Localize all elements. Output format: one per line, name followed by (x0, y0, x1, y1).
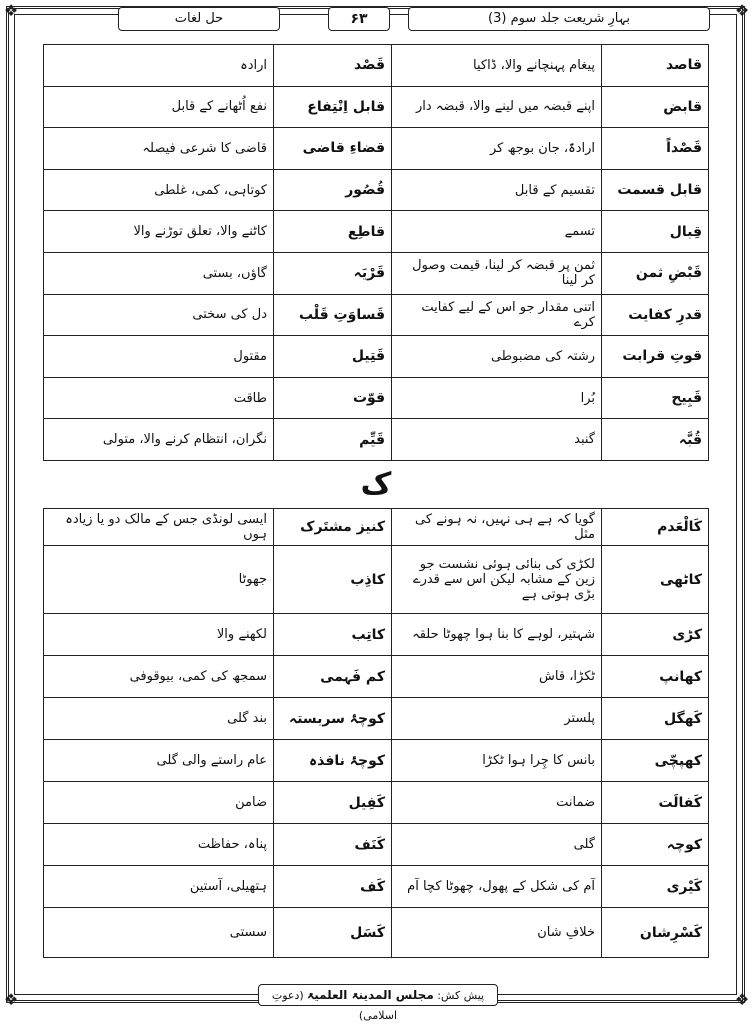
meaning-cell: گویا کہ ہے ہی نہیں، نہ ہونے کی مثل (392, 509, 602, 546)
term-cell: کاتِب (274, 614, 392, 656)
footer-organization: مجلس المدینۃ العلمیۃ (307, 988, 434, 1002)
meaning-cell: نفع اُٹھانے کے قابل (44, 86, 274, 128)
table-row (44, 169, 709, 211)
meaning-cell: پناہ، حفاظت (44, 824, 274, 866)
meaning-cell: اپنے قبضہ میں لینے والا، قبضہ دار (392, 86, 602, 128)
page-footer (258, 984, 498, 1022)
meaning-cell: پلستر (392, 698, 602, 740)
term-cell: کاٹھی (602, 546, 709, 614)
meaning-cell: ضمانت (392, 782, 602, 824)
meaning-cell: ٹکڑا، قاش (392, 656, 602, 698)
corner-ornament-icon: ❖ (3, 1, 19, 20)
term-cell: قُبَّہ (602, 419, 709, 461)
meaning-cell: تقسیم کے قابل (392, 169, 602, 211)
table-row (44, 824, 709, 866)
term-cell: کھپچّی (602, 740, 709, 782)
term-cell: کھانپ (602, 656, 709, 698)
term-cell: کوچۂ نافذہ (274, 740, 392, 782)
term-cell: قابل قسمت (602, 169, 709, 211)
term-cell: کَفالَت (602, 782, 709, 824)
table-row (44, 546, 709, 614)
meaning-cell: ضامن (44, 782, 274, 824)
table-row (44, 419, 709, 461)
term-cell: کَسْرِشان (602, 908, 709, 958)
term-cell: قاطِع (274, 211, 392, 253)
term-cell: قدرِ کفایت (602, 294, 709, 336)
meaning-cell: مقتول (44, 336, 274, 378)
meaning-cell: سستی (44, 908, 274, 958)
table-row (44, 698, 709, 740)
term-cell: قوّت (274, 377, 392, 419)
meaning-cell: بانس کا چِرا ہوا ٹکڑا (392, 740, 602, 782)
term-cell: قَبْضِ ثمن (602, 252, 709, 294)
meaning-cell: طاقت (44, 377, 274, 419)
table-row (44, 252, 709, 294)
meaning-cell: ارادۃً، جان بوجھ کر (392, 128, 602, 170)
table-row (44, 377, 709, 419)
term-cell: کوچۂ سربستہ (274, 698, 392, 740)
section-title: حل لغات (118, 7, 280, 31)
meaning-cell: آم کی شکل کے پھول، چھوٹا کچا آم (392, 866, 602, 908)
term-cell: قَصْد (274, 45, 392, 87)
meaning-cell: دل کی سختی (44, 294, 274, 336)
term-cell: کَسَل (274, 908, 392, 958)
term-cell: کَفِیل (274, 782, 392, 824)
term-cell: قضاءِ قاضی (274, 128, 392, 170)
meaning-cell: عام راستے والی گلی (44, 740, 274, 782)
term-cell: قَرْیَہ (274, 252, 392, 294)
term-cell: کوچہ (602, 824, 709, 866)
meaning-cell: بُرا (392, 377, 602, 419)
term-cell: قَتِیل (274, 336, 392, 378)
meaning-cell: پیغام پہنچانے والا، ڈاکیا (392, 45, 602, 87)
term-cell: قاصد (602, 45, 709, 87)
term-cell: قَساوَتِ قَلْب (274, 294, 392, 336)
term-cell: کَھگل (602, 698, 709, 740)
table-row (44, 128, 709, 170)
term-cell: قَبِیح (602, 377, 709, 419)
meaning-cell: سمجھ کی کمی، بیوقوفی (44, 656, 274, 698)
corner-ornament-icon: ❖ (734, 1, 750, 20)
term-cell: کنیز مشتَرک (274, 509, 392, 546)
table-row (44, 211, 709, 253)
table-row (44, 782, 709, 824)
table-row (44, 656, 709, 698)
term-cell: قوتِ قرابت (602, 336, 709, 378)
meaning-cell: کاٹنے والا، تعلق توڑنے والا (44, 211, 274, 253)
table-row (44, 86, 709, 128)
book-title: بہارِ شریعت جلد سوم (3) (408, 7, 710, 31)
table-row (44, 294, 709, 336)
term-cell: کَالْعَدم (602, 509, 709, 546)
meaning-cell: ثمن پر قبضہ کر لینا، قیمت وصول کر لینا (392, 252, 602, 294)
glossary-table-qaf (43, 44, 709, 461)
glossary-table-kaf (43, 508, 709, 958)
footer-suborg: (دعوتِ اسلامی) (271, 989, 398, 1022)
meaning-cell: نگران، انتظام کرنے والا، متولی (44, 419, 274, 461)
meaning-cell: جھوٹا (44, 546, 274, 614)
term-cell: قابل اِنْتِفاع (274, 86, 392, 128)
term-cell: کم فَہمی (274, 656, 392, 698)
meaning-cell: ہتھیلی، آستین (44, 866, 274, 908)
table-row (44, 336, 709, 378)
meaning-cell: خلافِ شان (392, 908, 602, 958)
meaning-cell: تسمے (392, 211, 602, 253)
term-cell: قُصُور (274, 169, 392, 211)
term-cell: کڑی (602, 614, 709, 656)
table-row (44, 509, 709, 546)
footer-presenter: پیش کش: (437, 989, 485, 1002)
meaning-cell: گنبد (392, 419, 602, 461)
table-row (44, 908, 709, 958)
page-header (100, 4, 710, 32)
term-cell: کاذِب (274, 546, 392, 614)
meaning-cell: قاضی کا شرعی فیصلہ (44, 128, 274, 170)
meaning-cell: بند گلی (44, 698, 274, 740)
table-row (44, 45, 709, 87)
meaning-cell: ارادہ (44, 45, 274, 87)
page-number: ۶۳ (328, 7, 390, 31)
meaning-cell: رشتہ کی مضبوطی (392, 336, 602, 378)
term-cell: قَصْداً (602, 128, 709, 170)
term-cell: کَیْری (602, 866, 709, 908)
term-cell: قابض (602, 86, 709, 128)
term-cell: کَنَف (274, 824, 392, 866)
meaning-cell: گاؤں، بستی (44, 252, 274, 294)
term-cell: قَیِّم (274, 419, 392, 461)
section-letter-kaf: ک (360, 467, 392, 502)
meaning-cell: کوتاہی، کمی، غلطی (44, 169, 274, 211)
corner-ornament-icon: ❖ (734, 990, 750, 1009)
table-row (44, 740, 709, 782)
table-row (44, 614, 709, 656)
corner-ornament-icon: ❖ (3, 990, 19, 1009)
term-cell: قِبال (602, 211, 709, 253)
term-cell: کَف (274, 866, 392, 908)
meaning-cell: لکھنے والا (44, 614, 274, 656)
table-row (44, 866, 709, 908)
meaning-cell: شہتیر، لوہے کا بنا ہوا چھوٹا حلقہ (392, 614, 602, 656)
meaning-cell: اتنی مقدار جو اس کے لیے کفایت کرے (392, 294, 602, 336)
meaning-cell: لکڑی کی بنائی ہوئی نشست جو زین کے مشابہ لیکن اس سے قدرے بڑی ہوتی ہے (392, 546, 602, 614)
meaning-cell: گلی (392, 824, 602, 866)
meaning-cell: ایسی لونڈی جس کے مالک دو یا زیادہ ہوں (44, 509, 274, 546)
